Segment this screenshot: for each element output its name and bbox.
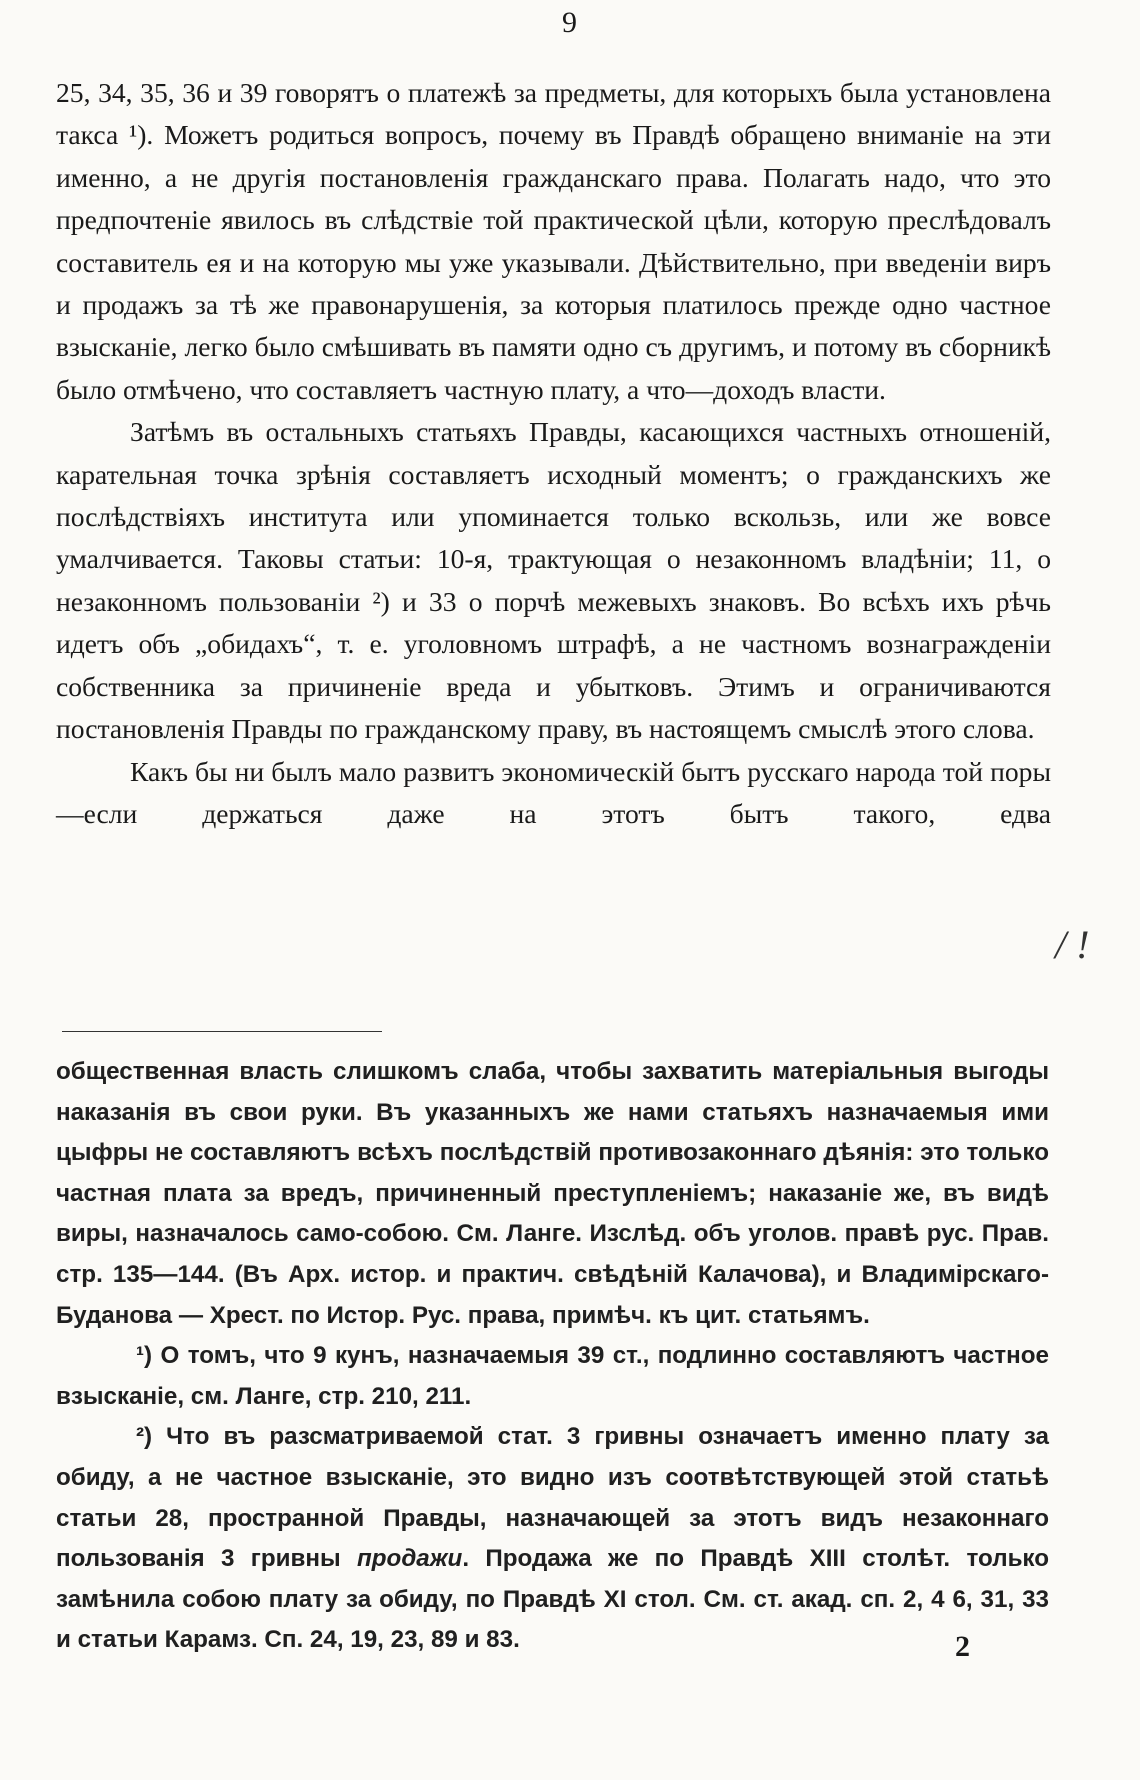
footnote-1: ¹) О томъ, что 9 кунъ, назначаемыя 39 ст., подлинно составляютъ частное взысканіе, см. Ланге, стр. 210, 211. — [56, 1342, 1049, 1410]
footnote-separator — [62, 1031, 382, 1032]
footnote-2-end: . Продажа же по Правдѣ XIII столѣт. только замѣнила собою плату за обиду, по Правдѣ XI стол. См. ст. акад. сп. 2, 4 6, 31, 33 и статьи Карамз. Сп. 24, 19, 23, 89 и 83. — [56, 1545, 1049, 1654]
footnote-2-start: ²) Что въ разсматриваемой стат. 3 гривны означаетъ именно плату за обиду, а не частное взысканіе, это видно изъ соотвѣтствующей этой статьѣ статьи 28, пространной Правды, назначающей за этотъ видъ незаконнаго пользованія 3 гривны — [56, 1423, 1049, 1573]
footnote-2-italic: продажи — [357, 1545, 463, 1573]
footnote-continuation: общественная власть слишкомъ слаба, чтобы захватить матеріальныя выгоды наказанія въ свои руки. Въ указанныхъ же нами статьяхъ назначаемыя ими цыфры не составляютъ всѣхъ послѣдствій противозаконнаго дѣянія: это только частная плата за вредъ, причиненный преступленіемъ; наказаніе же, въ видѣ виры, назначалось само-собою. См. Ланге. Изслѣд. объ уголов. правѣ рус. Прав. стр. 135—144. (Въ Арх. истор. и практич. свѣдѣній Калачова), и Владимірскаго-Буданова — Хрест. по Истор. Рус. права, примѣч. къ цит. статьямъ. — [56, 1058, 1049, 1329]
footnotes — [56, 1052, 1049, 1661]
footnote-2 — [56, 1417, 1049, 1661]
paragraph-2: Затѣмъ въ остальныхъ статьяхъ Правды, касающихся частныхъ отношеній, карательная точка зрѣнія составляетъ исходный моментъ; о гражданскихъ же послѣдствіяхъ института или упоминается только вскользь, или же вовсе умалчивается. Таковы статьи: 10-я, трактующая о незаконномъ владѣніи; 11, о незаконномъ пользованіи ²) и 33 о порчѣ межевыхъ знаковъ. Во всѣхъ ихъ рѣчь идетъ объ „обидахъ“, т. е. уголовномъ штрафѣ, а не частномъ вознагражденіи собственника за причиненіе вреда и убытковъ. Этимъ и ограничиваются постановленія Правды по гражданскому праву, въ настоящемъ смыслѣ этого слова. — [56, 416, 1051, 745]
main-text — [56, 72, 1051, 835]
paragraph-1: 25, 34, 35, 36 и 39 говорятъ о платежѣ за предметы, для которыхъ была установлена такса ¹). Можетъ родиться вопросъ, почему въ Правдѣ обращено вниманіе на эти именно, а не другія постановленія гражданскаго права. Полагать надо, что это предпочтеніе явилось въ слѣдствіе той практической цѣли, которую преслѣдовалъ составитель ея и на которую мы уже указывали. Дѣйствительно, при введеніи виръ и продажъ за тѣ же правонарушенія, за которыя платилось прежде одно частное взысканіе, легко было смѣшивать въ памяти одно съ другимъ, и потому въ сборникѣ было отмѣчено, что составляетъ частную плату, а что—доходъ власти. — [56, 77, 1051, 405]
page-number: 9 — [562, 6, 578, 39]
paragraph-3: Какъ бы ни былъ мало развитъ экономическій бытъ русскаго народа той поры—если держаться даже на этотъ бытъ такого, едва — [56, 755, 1051, 829]
margin-annotation: / ! — [1055, 922, 1090, 967]
signature-mark: 2 — [955, 1630, 970, 1663]
